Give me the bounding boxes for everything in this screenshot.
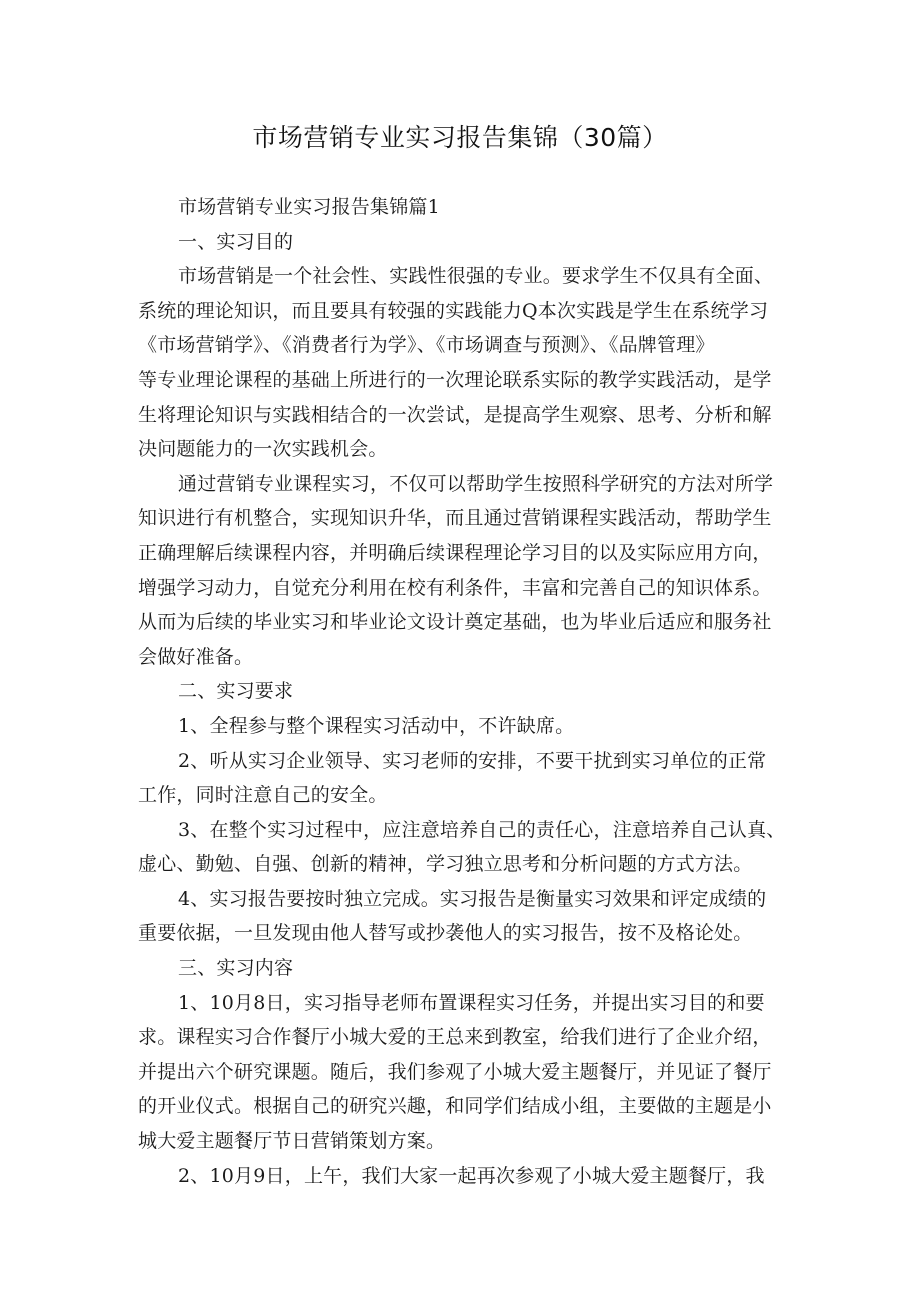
text-line: 的开业仪式。根据自己的研究兴趣，和同学们结成小组，主要做的主题是小 [138,1095,772,1118]
text-line: 决问题能力的一次实践机会。 [138,438,388,461]
text-line: 增强学习动力，自觉充分利用在校有利条件，丰富和完善自己的知识体系。 [138,576,772,599]
text-line: 一、实习目的 [178,230,294,253]
text-line: 等专业理论课程的基础上所进行的一次理论联系实际的教学实践活动，是学 [138,368,772,391]
text-line: 三、实习内容 [178,957,294,980]
text-line: 2、听从实习企业领导、实习老师的安排，不要干扰到实习单位的正常 [178,749,767,772]
text-line: 《市场营销学》、《消费者行为学》、《市场调查与预测》、《品牌管理》 [138,334,715,357]
text-line: 会做好准备。 [138,645,254,668]
text-line: 市场营销是一个社会性、实践性很强的专业。要求学生不仅具有全面、 [178,265,774,288]
text-line: 二、实习要求 [178,680,294,703]
text-line: 虚心、勤勉、自强、创新的精神，学习独立思考和分析问题的方式方法。 [138,853,753,876]
text-line: 正确理解后续课程内容，并明确后续课程理论学习目的以及实际应用方向， [138,541,772,564]
text-line: 2、10月9日，上午，我们大家一起再次参观了小城大爱主题餐厅，我 [178,1164,765,1187]
text-line: 1、全程参与整个课程实习活动中，不许缺席。 [178,714,575,737]
text-line: 工作，同时注意自己的安全。 [138,784,388,807]
text-line: 生将理论知识与实践相结合的一次尝试，是提高学生观察、思考、分析和解 [138,403,772,426]
text-line: 4、实习报告要按时独立完成。实习报告是衡量实习效果和评定成绩的 [178,887,767,910]
text-line: 3、在整个实习过程中，应注意培养自己的责任心，注意培养自己认真、 [178,818,786,841]
document-body [138,190,798,1193]
text-line: 市场营销专业实习报告集锦篇1 [178,196,440,218]
text-line: 知识进行有机整合，实现知识升华，而且通过营销课程实践活动，帮助学生 [138,507,772,530]
text-line: 从而为后续的毕业实习和毕业论文设计奠定基础，也为毕业后适应和服务社 [138,611,772,634]
text-line: 城大爱主题餐厅节日营销策划方案。 [138,1130,446,1153]
text-line: 系统的理论知识，而且要具有较强的实践能力Q本次实践是学生在系统学习 [138,299,769,322]
text-line: 求。课程实习合作餐厅小城大爱的王总来到教室，给我们进行了企业介绍， [138,1026,772,1049]
document-title: 市场营销专业实习报告集锦（30篇） [252,123,668,152]
text-line: 并提出六个研究课题。随后，我们参观了小城大爱主题餐厅，并见证了餐厅 [138,1060,772,1083]
text-line: 重要依据，一旦发现由他人替写或抄袭他人的实习报告，按不及格论处。 [138,922,753,945]
text-line: 1、10月8日，实习指导老师布置课程实习任务，并提出实习目的和要 [178,991,765,1014]
text-line: 通过营销专业课程实习，不仅可以帮助学生按照科学研究的方法对所学 [178,472,774,495]
